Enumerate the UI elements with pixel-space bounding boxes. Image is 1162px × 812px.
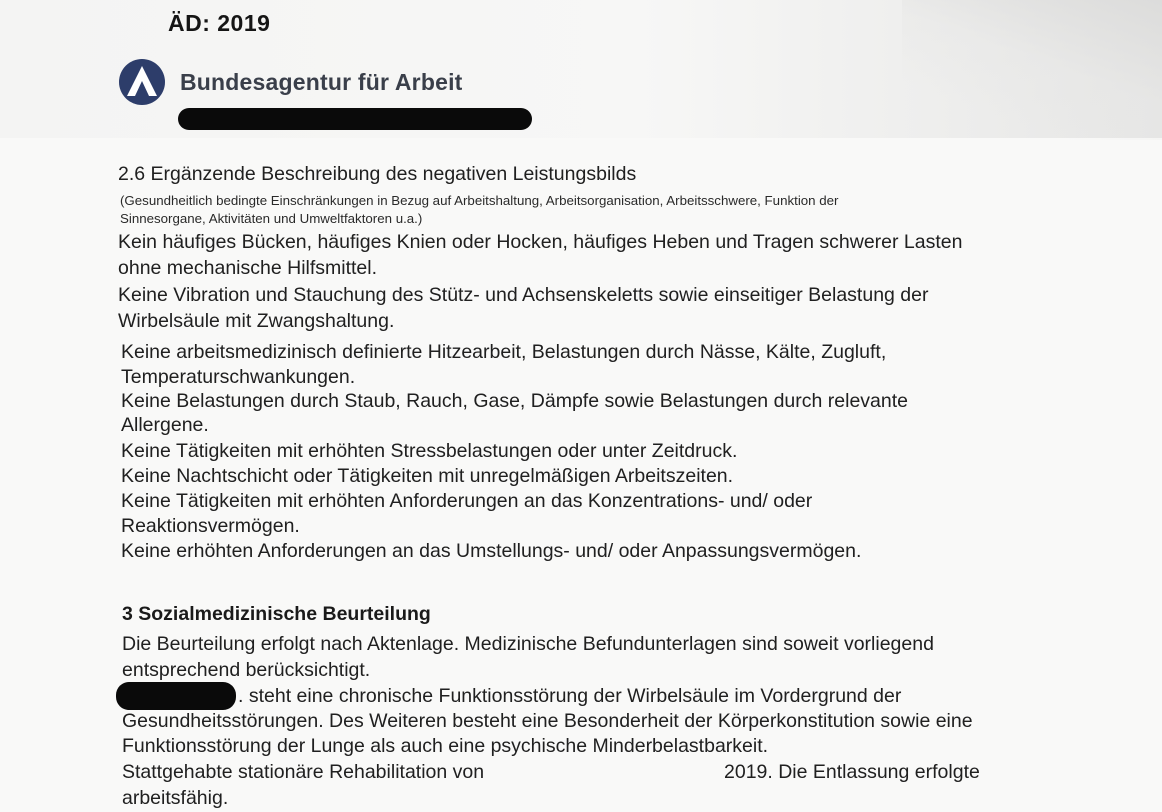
assessment-line: arbeitsfähig. [122,787,229,809]
restriction-line: Keine arbeitsmedizinisch definierte Hitzearbeit, Belastungen durch Nässe, Kälte, Zugluft, [121,341,887,363]
assessment-line: Die Beurteilung erfolgt nach Aktenlage. Medizinische Befundunterlagen sind soweit vorliegend [122,633,934,655]
section-3-heading: 3 Sozialmedizinische Beurteilung [122,603,431,625]
restriction-line: Reaktionsvermögen. [121,515,300,537]
restriction-line: Keine Nachtschicht oder Tätigkeiten mit unregelmäßigen Arbeitszeiten. [121,465,734,487]
assessment-line: . steht eine chronische Funktionsstörung der Wirbelsäule im Vordergrund der [238,685,902,707]
restriction-line: Keine Tätigkeiten mit erhöhten Anforderungen an das Konzentrations- und/ oder [121,490,813,512]
section-2-6-note-line: Sinnesorgane, Aktivitäten und Umweltfaktoren u.a.) [120,211,423,226]
letterhead [118,58,463,106]
restriction-line: ohne mechanische Hilfsmittel. [118,257,378,279]
organization-name: Bundesagentur für Arbeit [180,68,463,95]
restriction-line: Keine erhöhten Anforderungen an das Umstellungs- und/ oder Anpassungsvermögen. [121,540,862,562]
section-2-6-heading: 2.6 Ergänzende Beschreibung des negativen Leistungsbilds [118,163,637,185]
assessment-line: Stattgehabte stationäre Rehabilitation von [122,761,485,783]
restriction-line: Allergene. [121,414,209,436]
assessment-line: Funktionsstörung der Lunge als auch eine psychische Minderbelastbarkeit. [122,735,769,757]
restriction-line: Wirbelsäule mit Zwangshaltung. [118,310,395,332]
restriction-line: Keine Tätigkeiten mit erhöhten Stressbelastungen oder unter Zeitdruck. [121,440,738,462]
assessment-line: 2019. Die Entlassung erfolgte [724,761,980,783]
page-shadow [902,0,1162,140]
agency-logo-icon [118,58,166,106]
restriction-line: Keine Belastungen durch Staub, Rauch, Gase, Dämpfe sowie Belastungen durch relevante [121,390,908,412]
section-2-6-note-line: (Gesundheitlich bedingte Einschränkungen in Bezug auf Arbeitshaltung, Arbeitsorganisation, Arbeitsschwere, Funktion der [120,193,839,208]
restriction-line: Temperaturschwankungen. [121,366,356,388]
assessment-line: Gesundheitsstörungen. Des Weiteren besteht eine Besonderheit der Körperkonstitution sowie eine [122,710,973,732]
restriction-line: Keine Vibration und Stauchung des Stütz- und Achsenskeletts sowie einseitiger Belastung der [118,284,929,306]
restriction-line: Kein häufiges Bücken, häufiges Knien oder Hocken, häufiges Heben und Tragen schwerer Lasten [118,231,963,253]
assessment-line: entsprechend berücksichtigt. [122,659,371,681]
document-stamp: ÄD: 2019 [168,10,271,36]
redacted-name [116,682,236,710]
redaction-bar [178,108,532,130]
